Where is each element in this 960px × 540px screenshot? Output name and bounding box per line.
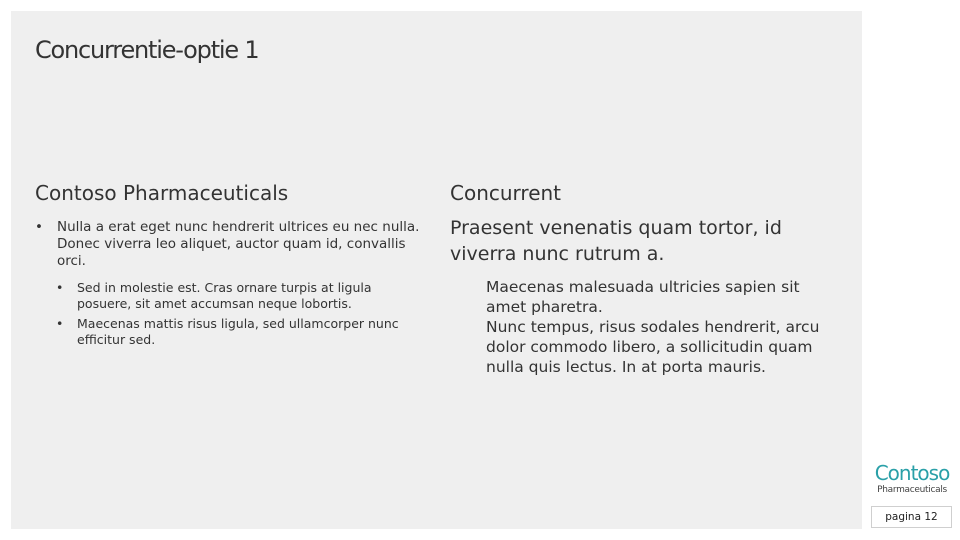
left-column-heading: Contoso Pharmaceuticals: [35, 181, 289, 205]
sub-bullet-list: [56, 280, 425, 348]
bullet-text: Nulla a erat eget nunc hendrerit ultrices eu nec nulla. Donec viverra leo aliquet, auctor quam id, convallis orci.: [57, 219, 420, 269]
bullet-icon: •: [56, 316, 64, 331]
sub-bullet-item: [56, 280, 425, 312]
bullet-icon: •: [56, 280, 64, 295]
slide-title: Concurrentie-optie 1: [35, 36, 259, 64]
right-column-heading: Concurrent: [450, 181, 562, 205]
page-number: pagina 12: [871, 506, 952, 528]
right-column-lead: Praesent venenatis quam tortor, id viverra nunc rutrum a.: [450, 217, 782, 265]
bullet-item: [35, 219, 425, 270]
right-column-sub-text: Maecenas malesuada ultricies sapien sit amet pharetra.: [486, 278, 800, 316]
contoso-logo: [872, 462, 952, 496]
right-column: [450, 181, 850, 377]
sub-bullet-text: Maecenas mattis risus ligula, sed ullamcorper nunc efficitur sed.: [77, 316, 399, 347]
logo-subtitle: Pharmaceuticals: [877, 485, 947, 495]
slide: [11, 11, 862, 529]
left-column: [35, 181, 425, 352]
logo-name: Contoso: [874, 461, 950, 485]
sub-bullet-item: [56, 316, 425, 348]
sub-bullet-text: Sed in molestie est. Cras ornare turpis at ligula posuere, sit amet accumsan neque lobortis.: [77, 280, 372, 311]
right-column-sub-text: Nunc tempus, risus sodales hendrerit, arcu dolor commodo libero, a sollicitudin quam nulla quis lectus. In at porta mauris.: [486, 318, 820, 376]
bullet-icon: •: [35, 219, 43, 235]
